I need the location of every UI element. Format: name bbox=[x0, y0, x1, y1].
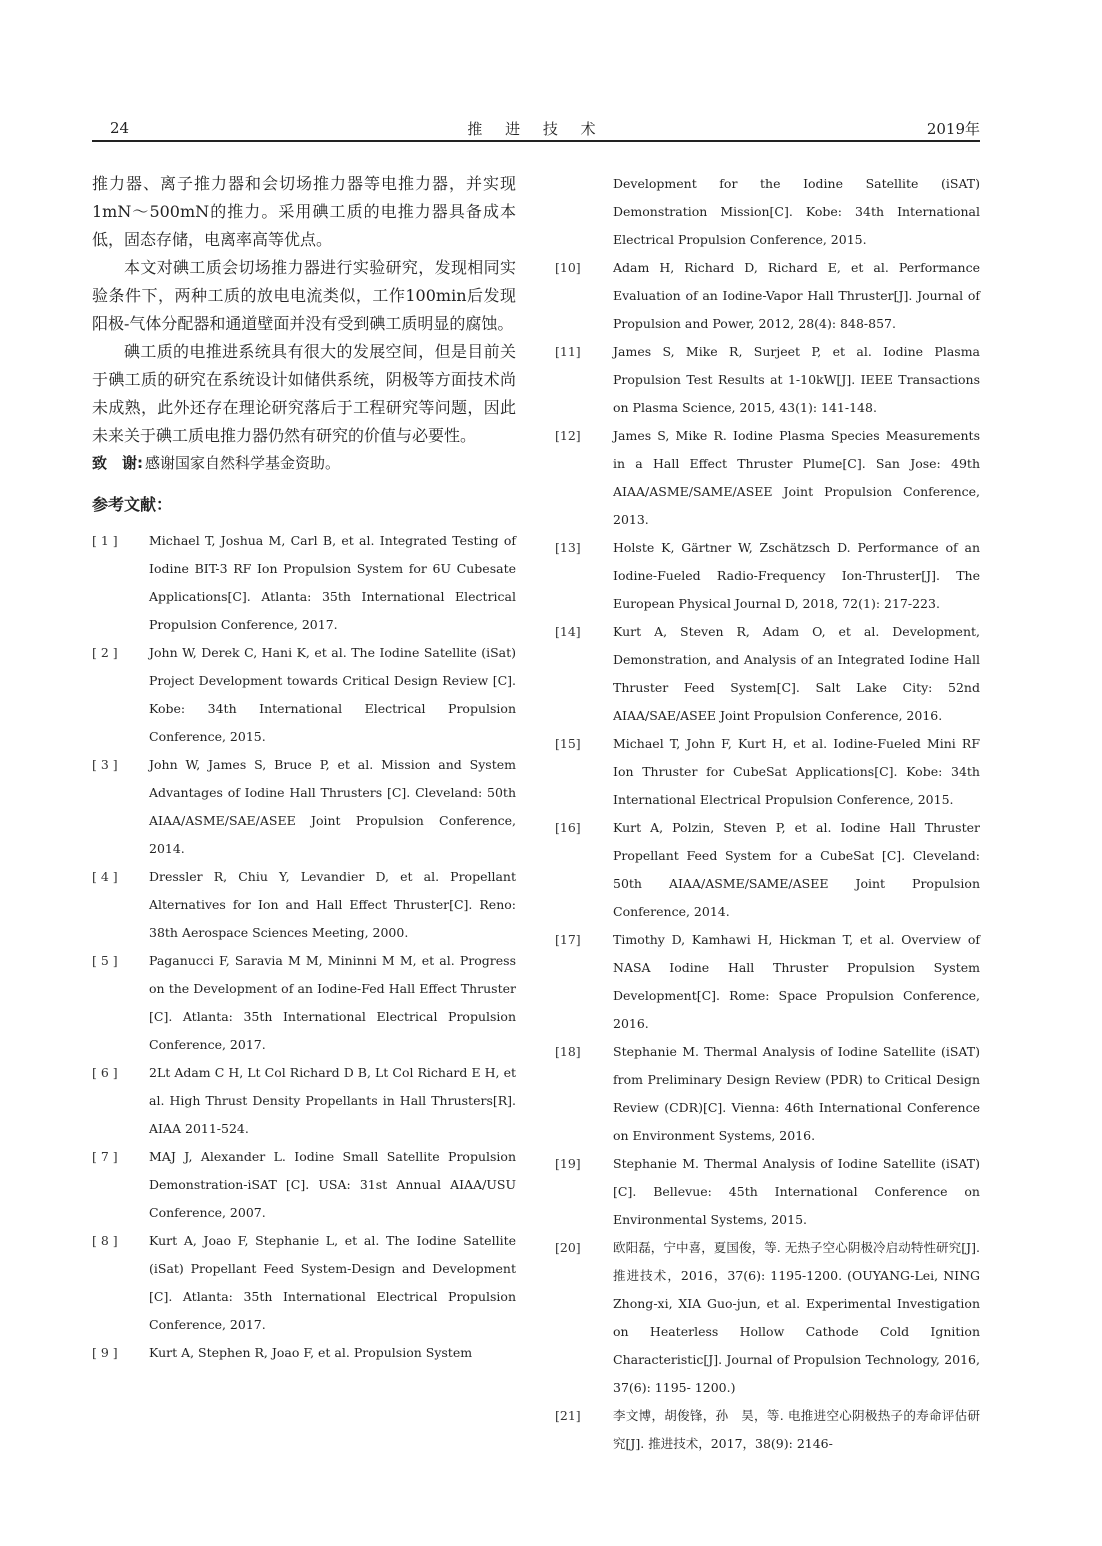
reference-item bbox=[555, 1234, 980, 1402]
reference-text: Paganucci F, Saravia M M, Mininni M M, et al. Progress on the Development of an Iodine-Fed Hall Effect Thruster [C]. Atlanta: 35th International Electrical Propulsion Conference, 2017. bbox=[149, 953, 516, 1052]
reference-text: Kurt A, Joao F, Stephanie L, et al. The Iodine Satellite (iSat) Propellant Feed System-Design and Development [C]. Atlanta: 35th International Electrical Propulsion Conference, 2017. bbox=[149, 1233, 516, 1332]
body-paragraph: 推力器、离子推力器和会切场推力器等电推力器，并实现1mN～500mN的推力。采用碘工质的电推力器具备成本低，固态存储，电离率高等优点。 bbox=[92, 174, 516, 249]
reference-number: [15] bbox=[555, 736, 581, 751]
header-rule bbox=[92, 140, 980, 142]
reference-text: John W, James S, Bruce P, et al. Mission and System Advantages of Iodine Hall Thrusters [C]. Cleveland: 50th AIAA/ASME/SAE/ASEE Joint Propulsion Conference, 2014. bbox=[149, 757, 516, 856]
reference-text: Holste K, Gärtner W, Zschätzsch D. Performance of an Iodine-Fueled Radio-Frequency Ion-Thruster[J]. The European Physical Journal D, 2018, 72(1): 217-223. bbox=[613, 540, 980, 611]
reference-text: Michael T, Joshua M, Carl B, et al. Integrated Testing of Iodine BIT-3 RF Ion Propulsion System for 6U Cubesate Applications[C]. Atlanta: 35th International Electrical Propulsion Conference, 2017. bbox=[149, 533, 516, 632]
reference-text: 欧阳磊，宁中喜，夏国俊，等. 无热子空心阴极冷启动特性研究[J]. 推进技术，2016，37(6): 1195-1200. (OUYANG-Lei, NING Zhong-xi, XIA Guo-jun, et al. Experimental Investigation on Heaterless Hollow Cathode Cold Ignition Characteristic[J]. Journal of Propulsion Technology, 2016, 37(6): 1195- 1200.) bbox=[613, 1240, 980, 1395]
reference-item bbox=[92, 863, 516, 947]
reference-number: [14] bbox=[555, 624, 581, 639]
reference-text: 李文博，胡俊锋，孙 昊，等. 电推进空心阴极热子的寿命评估研究[J]. 推进技术，2017，38(9): 2146- bbox=[613, 1408, 980, 1451]
reference-item bbox=[92, 1143, 516, 1227]
reference-number: [ 3 ] bbox=[92, 757, 118, 772]
reference-item bbox=[555, 618, 980, 730]
reference-item bbox=[555, 422, 980, 534]
reference-number: [19] bbox=[555, 1156, 581, 1171]
reference-item bbox=[555, 1402, 980, 1458]
reference-text: John W, Derek C, Hani K, et al. The Iodine Satellite (iSat) Project Development towards Critical Design Review [C]. Kobe: 34th International Electrical Propulsion Conference, 2015. bbox=[149, 645, 516, 744]
right-column bbox=[555, 170, 980, 1458]
reference-item bbox=[555, 814, 980, 926]
reference-number: [12] bbox=[555, 428, 581, 443]
reference-text: James S, Mike R, Surjeet P, et al. Iodine Plasma Propulsion Test Results at 1-10kW[J]. IEEE Transactions on Plasma Science, 2015, 43(1): 141-148. bbox=[613, 344, 980, 415]
reference-item bbox=[92, 751, 516, 863]
reference-text: MAJ J, Alexander L. Iodine Small Satellite Propulsion Demonstration-iSAT [C]. USA: 31st Annual AIAA/USU Conference, 2007. bbox=[149, 1149, 516, 1220]
reference-number: [20] bbox=[555, 1240, 581, 1255]
left-column bbox=[92, 170, 516, 1367]
reference-text: Kurt A, Polzin, Steven P, et al. Iodine Hall Thruster Propellant Feed System for a CubeSat [C]. Cleveland: 50th AIAA/ASME/SAME/ASEE Joint Propulsion Conference, 2014. bbox=[613, 820, 980, 919]
reference-text: Development for the Iodine Satellite (iSAT) Demonstration Mission[C]. Kobe: 34th International Electrical Propulsion Conference, 2015. bbox=[613, 176, 980, 247]
reference-number: [ 9 ] bbox=[92, 1345, 118, 1360]
reference-item bbox=[92, 947, 516, 1059]
reference-number: [ 2 ] bbox=[92, 645, 118, 660]
journal-title: 推 进 技 术 bbox=[467, 120, 605, 138]
reference-number: [ 4 ] bbox=[92, 869, 118, 884]
body-paragraph: 本文对碘工质会切场推力器进行实验研究，发现相同实验条件下，两种工质的放电电流类似，工作100min后发现阳极-气体分配器和通道壁面并没有受到碘工质明显的腐蚀。 bbox=[92, 258, 516, 333]
reference-item bbox=[92, 639, 516, 751]
reference-number: [ 7 ] bbox=[92, 1149, 118, 1164]
acknowledgement-text: 感谢国家自然科学基金资助。 bbox=[145, 454, 341, 472]
reference-text: Adam H, Richard D, Richard E, et al. Performance Evaluation of an Iodine-Vapor Hall Thruster[J]. Journal of Propulsion and Power, 2012, 28(4): 848-857. bbox=[613, 260, 980, 331]
reference-text: Kurt A, Stephen R, Joao F, et al. Propulsion System bbox=[149, 1345, 473, 1360]
reference-number: [11] bbox=[555, 344, 581, 359]
reference-text: 2Lt Adam C H, Lt Col Richard D B, Lt Col Richard E H, et al. High Thrust Density Propellants in Hall Thrusters[R]. AIAA 2011-524. bbox=[149, 1065, 516, 1136]
reference-number: [18] bbox=[555, 1044, 581, 1059]
reference-number: [21] bbox=[555, 1408, 581, 1423]
reference-item bbox=[92, 1059, 516, 1143]
reference-text: Stephanie M. Thermal Analysis of Iodine Satellite (iSAT) from Preliminary Design Review (PDR) to Critical Design Review (CDR)[C]. Vienna: 46th International Conference on Environment Systems, 2016. bbox=[613, 1044, 980, 1143]
reference-item bbox=[92, 1227, 516, 1339]
reference-text: Kurt A, Steven R, Adam O, et al. Development, Demonstration, and Analysis of an Integrated Iodine Hall Thruster Feed System[C]. Salt Lake City: 52nd AIAA/SAE/ASEE Joint Propulsion Conference, 2016. bbox=[613, 624, 980, 723]
reference-item bbox=[555, 1038, 980, 1150]
publication-year: 2019年 bbox=[926, 120, 980, 138]
reference-item bbox=[555, 926, 980, 1038]
reference-number: [13] bbox=[555, 540, 581, 555]
reference-item bbox=[555, 1150, 980, 1234]
reference-number bbox=[555, 170, 613, 254]
reference-item bbox=[555, 534, 980, 618]
reference-number: [ 5 ] bbox=[92, 953, 118, 968]
reference-item bbox=[92, 1339, 516, 1367]
reference-item bbox=[555, 254, 980, 338]
page-header bbox=[92, 116, 980, 138]
reference-number: [10] bbox=[555, 260, 581, 275]
reference-item bbox=[555, 730, 980, 814]
reference-item bbox=[555, 170, 980, 254]
reference-text: Dressler R, Chiu Y, Levandier D, et al. Propellant Alternatives for Ion and Hall Effect Thruster[C]. Reno: 38th Aerospace Sciences Meeting, 2000. bbox=[149, 869, 516, 940]
reference-number: [ 8 ] bbox=[92, 1233, 118, 1248]
reference-number: [ 1 ] bbox=[92, 533, 118, 548]
reference-text: Stephanie M. Thermal Analysis of Iodine Satellite (iSAT)[C]. Bellevue: 45th International Conference on Environmental Systems, 2015. bbox=[613, 1156, 980, 1227]
reference-text: James S, Mike R. Iodine Plasma Species Measurements in a Hall Effect Thruster Plume[C]. San Jose: 49th AIAA/ASME/SAME/ASEE Joint Propulsion Conference, 2013. bbox=[613, 428, 980, 527]
references-heading: 参考文献： bbox=[92, 495, 173, 514]
reference-number: [17] bbox=[555, 932, 581, 947]
reference-text: Timothy D, Kamhawi H, Hickman T, et al. Overview of NASA Iodine Hall Thruster Propulsion System Development[C]. Rome: Space Propulsion Conference, 2016. bbox=[613, 932, 980, 1031]
page-number: 24 bbox=[110, 119, 130, 137]
reference-text: Michael T, John F, Kurt H, et al. Iodine-Fueled Mini RF Ion Thruster for CubeSat Applications[C]. Kobe: 34th International Electrical Propulsion Conference, 2015. bbox=[613, 736, 980, 807]
acknowledgement-label: 致 谢: bbox=[92, 454, 143, 472]
body-paragraph: 碘工质的电推进系统具有很大的发展空间，但是目前关于碘工质的研究在系统设计如储供系统，阴极等方面技术尚未成熟，此外还存在理论研究落后于工程研究等问题，因此未来关于碘工质电推力器仍然有研究的价值与必要性。 bbox=[92, 342, 516, 445]
reference-number: [ 6 ] bbox=[92, 1065, 118, 1080]
reference-list-right bbox=[555, 170, 980, 1458]
acknowledgement bbox=[92, 450, 516, 476]
reference-item bbox=[555, 338, 980, 422]
reference-list-left bbox=[92, 527, 516, 1367]
reference-item bbox=[92, 527, 516, 639]
reference-number: [16] bbox=[555, 820, 581, 835]
